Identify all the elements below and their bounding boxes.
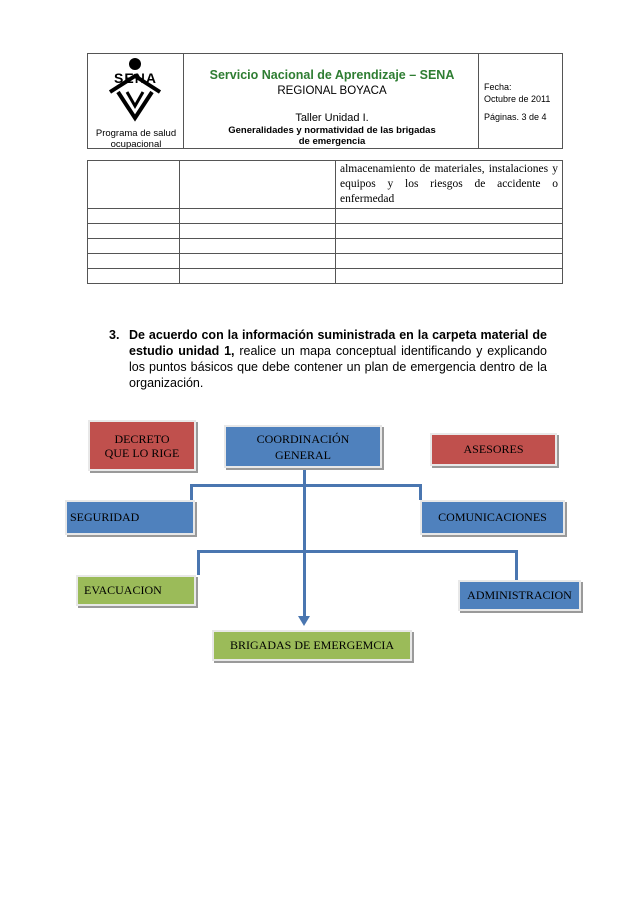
connector-trunk	[303, 468, 306, 618]
header-info-cell	[478, 53, 563, 149]
logo-text: SENA	[114, 70, 157, 86]
header-logo-cell	[87, 53, 184, 149]
question-3	[129, 327, 547, 391]
sena-logo-icon	[88, 56, 183, 126]
arrow-down-icon	[298, 616, 310, 626]
question-number: 3.	[109, 328, 120, 342]
box-seguridad	[65, 500, 195, 535]
page-number: Páginas. 3 de 4	[484, 112, 547, 122]
date-label: Fecha:	[484, 82, 512, 92]
box-administracion-label: ADMINISTRACION	[467, 588, 572, 602]
header-title-cell	[183, 53, 479, 149]
box-seguridad-label: SEGURIDAD	[70, 510, 140, 524]
box-evacuacion	[76, 575, 196, 606]
question-normal: realice un mapa conceptual identificando y explicando los puntos básicos que debe contener un plan de emergencia dentro de la organización.	[129, 344, 547, 390]
table-row	[88, 209, 563, 224]
connector-h1	[191, 484, 421, 487]
table-row	[88, 269, 563, 284]
connector-h2-right	[515, 550, 518, 580]
connector-h1-left	[190, 484, 193, 500]
box-comunicaciones	[420, 500, 565, 535]
box-decreto-label: DECRETO QUE LO RIGE	[104, 431, 180, 460]
box-administracion	[458, 580, 581, 611]
table-cell-text: almacenamiento de materiales, instalaciones y equipos y los riesgos de accidente o enfermedad	[340, 163, 558, 205]
table-row	[88, 224, 563, 239]
table-row	[88, 254, 563, 269]
box-brigadas-label: BRIGADAS DE EMERGEMCIA	[229, 638, 394, 652]
activity-table	[87, 160, 563, 284]
connector-h1-right	[419, 484, 422, 500]
table-row	[88, 161, 563, 209]
connector-h2	[198, 550, 517, 553]
box-coordinacion	[224, 425, 382, 468]
program-label: Programa de salud ocupacional	[95, 128, 177, 150]
regional: REGIONAL BOYACA	[277, 85, 387, 97]
box-coordinacion-label: COORDINACIÓN GENERAL	[256, 431, 350, 462]
workshop-title: Taller Unidad I.	[295, 112, 369, 124]
box-comunicaciones-label: COMUNICACIONES	[438, 510, 547, 524]
connector-h2-left	[197, 550, 200, 575]
subject: Generalidades y normatividad de las brigadas de emergencia	[228, 125, 436, 147]
date-value: Octubre de 2011	[484, 94, 551, 104]
org-name: Servicio Nacional de Aprendizaje – SENA	[209, 68, 455, 82]
box-brigadas	[212, 630, 412, 661]
box-decreto	[88, 420, 196, 471]
box-evacuacion-label: EVACUACION	[84, 583, 162, 597]
box-asesores-label: ASESORES	[463, 442, 524, 456]
question-bold: De acuerdo con la información suministrada en la carpeta material de estudio unidad 1,	[129, 328, 547, 358]
table-row	[88, 239, 563, 254]
box-asesores	[430, 433, 557, 466]
